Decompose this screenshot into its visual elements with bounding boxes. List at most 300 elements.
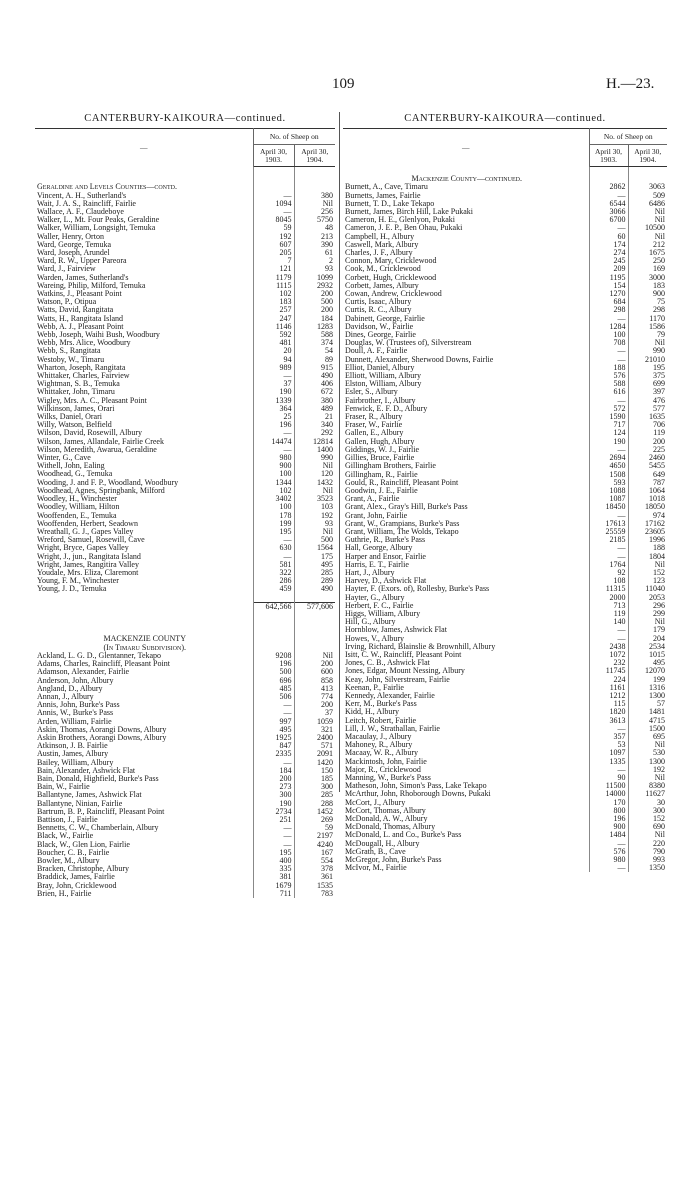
owner-name: Wilkinson, James, Orari [37, 404, 115, 413]
table-row [343, 397, 667, 405]
sheep-count-1903: 174 [589, 241, 628, 249]
owner-name: Howes, V., Albury [345, 634, 405, 643]
sheep-count-1904: 285 [321, 568, 333, 577]
sheep-count-1904: 5750 [317, 216, 333, 225]
sheep-count-1903: 713 [589, 602, 628, 610]
table-row [35, 397, 335, 405]
table-row [343, 438, 667, 446]
owner-name: Webb, S., Rangitata [37, 347, 101, 356]
table-row [35, 249, 335, 257]
owner-name: McDonald, Thomas, Albury [345, 823, 436, 832]
table-row [35, 512, 335, 520]
table-row [343, 454, 667, 462]
sheep-count-1904: 3000 [649, 273, 665, 282]
sheep-count-1904: 672 [321, 388, 333, 397]
sheep-count-1903: 124 [589, 429, 628, 437]
table-row [343, 331, 667, 339]
owner-name: Mahoney, R., Albury [345, 741, 413, 750]
sheep-count-1904: 500 [321, 298, 333, 307]
owner-name: Gallen, Hugh, Albury [345, 437, 415, 446]
table-row [35, 660, 335, 668]
table-header-dash: — [343, 129, 589, 167]
owner-name: Isitt, C. W., Raincliff, Pleasant Point [345, 650, 462, 659]
table-row [343, 667, 667, 675]
sheep-count-1904: Nil [654, 618, 665, 627]
table-row [343, 446, 667, 454]
sheep-count-1903: — [253, 824, 294, 832]
owner-name: Grant, John, Fairlie [345, 511, 408, 520]
table-row [35, 454, 335, 462]
sheep-count-1904: 495 [321, 560, 333, 569]
table-row [343, 749, 667, 757]
sheep-count-1904: 59 [325, 824, 333, 833]
table-row [343, 380, 667, 388]
section-heading-row [343, 175, 667, 183]
owner-name: Macaay, W. R., Albury [345, 749, 419, 758]
owner-name: Wightman, S. B., Temuka [37, 380, 120, 389]
table-header-1904: April 30, 1904. [628, 145, 667, 167]
sheep-count-1903: 183 [253, 298, 294, 306]
sheep-count-1904: 11040 [645, 585, 665, 594]
sheep-count-1904: 61 [325, 249, 333, 257]
sheep-count-1903: — [589, 192, 628, 200]
owner-name: Gould, R., Raincliff, Pleasant Point [345, 478, 459, 487]
sheep-count-1904: 212 [653, 240, 665, 249]
table-row [343, 216, 667, 224]
table-row [343, 520, 667, 528]
sheep-count-1903: 7 [253, 257, 294, 265]
table-row [343, 405, 667, 413]
owner-name: Watkins, J., Pleasant Point [37, 290, 122, 299]
owner-name: Whittaker, John, Timaru [37, 388, 115, 397]
table-row [343, 544, 667, 552]
table-row [343, 249, 667, 257]
sheep-count-1903: 300 [253, 791, 294, 799]
table-row [35, 224, 335, 232]
table-row [343, 315, 667, 323]
owner-name: Withell, John, Ealing [37, 462, 105, 471]
owner-name: Webb, Mrs. Alice, Woodbury [37, 339, 131, 348]
sheep-count-1904: 11627 [645, 790, 665, 799]
table-row [35, 841, 335, 849]
sheep-count-1903: 2000 [589, 594, 628, 602]
owner-name: Walker, L., Mt. Four Peaks, Geraldine [37, 216, 160, 225]
table-row [35, 759, 335, 767]
table-row [35, 298, 335, 306]
sheep-count-1903: 6544 [589, 200, 628, 208]
owner-name: Battison, J., Fairlie [37, 815, 98, 824]
table-row [343, 323, 667, 331]
sheep-count-1903: 1820 [589, 708, 628, 716]
sheep-count-1903: 485 [253, 685, 294, 693]
sheep-count-1903: 9208 [253, 652, 294, 660]
sheep-count-1904: 2932 [317, 281, 333, 290]
table-row [35, 462, 335, 470]
owner-name: Giddings, W. J., Fairlie [345, 445, 420, 454]
owner-name: McCort, J., Albury [345, 798, 406, 807]
owner-name: Grant, A., Fairlie [345, 495, 400, 504]
owner-name: Woodley, William, Hilton [37, 503, 120, 512]
owner-name: Hornblow, James, Ashwick Flat [345, 626, 447, 635]
table-row [35, 364, 335, 372]
table-row [35, 495, 335, 503]
sheep-count-1904: Nil [654, 232, 665, 241]
right-table-body [343, 167, 667, 873]
table-row [35, 569, 335, 577]
table-row [35, 709, 335, 717]
sheep-count-1903: 588 [589, 380, 628, 388]
table-row [343, 782, 667, 790]
owner-name: Wilks, Daniel, Orari [37, 413, 102, 422]
owner-name: Dunnett, Alexander, Sherwood Downs, Fairlie [345, 355, 494, 364]
sheep-count-1903: 989 [253, 364, 294, 372]
sheep-count-1903: 847 [253, 742, 294, 750]
table-row [343, 274, 667, 282]
sheep-count-1904: 1018 [649, 495, 665, 504]
sheep-count-1904: 199 [653, 675, 665, 684]
sheep-count-1903: 1115 [253, 282, 294, 290]
sheep-count-1904: 75 [657, 298, 665, 307]
owner-name: Wait, J. A. S., Raincliff, Fairlie [37, 199, 136, 208]
owner-name: Bowler, M., Albury [37, 856, 100, 865]
table-row [35, 791, 335, 799]
owner-name: Wreathall, G. J., Gapes Valley [37, 527, 134, 536]
sheep-count-1903: 102 [253, 290, 294, 298]
sheep-count-1904: 188 [653, 544, 665, 553]
sheep-count-1903: 100 [253, 470, 294, 478]
section-heading: (In Timaru Subdivision). [103, 643, 186, 652]
sheep-count-1903: — [589, 626, 628, 634]
table-row [343, 594, 667, 602]
owner-name: Webb, Joseph, Waihi Bush, Woodbury [37, 331, 160, 340]
table-row [35, 800, 335, 808]
sheep-count-1903: 6700 [589, 216, 628, 224]
owner-name: Goodwin, J. E., Fairlie [345, 486, 418, 495]
owner-name: Irving, Richard, Blainslie & Brownhill, Albury [345, 642, 496, 651]
owner-name: McIvor, M., Fairlie [345, 864, 407, 873]
table-row [343, 569, 667, 577]
owner-name: McCort, Thomas, Albury [345, 806, 426, 815]
owner-name: Curtis, Isaac, Albury [345, 298, 412, 307]
sheep-count-1904: 500 [321, 536, 333, 545]
sheep-count-1904: 288 [321, 799, 333, 808]
owner-name: Burnett, T. D., Lake Tekapo [345, 199, 435, 208]
sheep-count-1904: 990 [321, 454, 333, 463]
owner-name: Ward, R. W., Upper Pareora [37, 257, 127, 266]
sheep-count-1903: — [589, 446, 628, 454]
owner-name: Gillies, Bruce, Fairlie [345, 454, 415, 463]
table-row [35, 331, 335, 339]
sheep-count-1903: 1195 [589, 274, 628, 282]
table-row [35, 372, 335, 380]
owner-name: Askin Brothers, Aorangi Downs, Albury [37, 733, 167, 742]
sheep-count-1903: — [253, 429, 294, 437]
sheep-count-1904: 489 [321, 404, 333, 413]
sheep-count-1904: 204 [653, 634, 665, 643]
sheep-count-1904: 1015 [649, 650, 665, 659]
sheep-count-1904: 1300 [649, 691, 665, 700]
sheep-count-1903: — [253, 192, 294, 200]
table-row [35, 339, 335, 347]
table-row [343, 372, 667, 380]
owner-name: Ward, George, Temuka [37, 240, 112, 249]
table-row [35, 857, 335, 865]
table-row [343, 339, 667, 347]
sheep-count-1903: 14000 [589, 790, 628, 798]
owner-name: Young, F. M., Winchester [37, 577, 119, 586]
sheep-count-1904: 577 [653, 404, 665, 413]
table-row [35, 405, 335, 413]
table-row [343, 585, 667, 593]
owner-name: Higgs, William, Albury [345, 609, 421, 618]
sheep-count-1903: 2862 [589, 183, 628, 191]
sheep-count-1903: 322 [253, 569, 294, 577]
owner-name: Major, R., Cricklewood [345, 765, 421, 774]
sheep-count-1903: 11315 [589, 585, 628, 593]
owner-name: Austin, James, Albury [37, 750, 109, 759]
table-row [35, 750, 335, 758]
owner-name: Corbett, Hugh, Cricklewood [345, 273, 437, 282]
sheep-count-1903: 18450 [589, 503, 628, 511]
owner-name: McGrath, B., Cave [345, 847, 406, 856]
owner-name: Keay, John, Silverstream, Fairlie [345, 675, 450, 684]
spacer-row [343, 167, 667, 176]
table-row [343, 429, 667, 437]
sheep-count-1904: Nil [322, 462, 333, 471]
sheep-count-1903: 593 [589, 479, 628, 487]
table-row [343, 635, 667, 643]
sheep-count-1904: 10500 [645, 224, 665, 233]
sheep-count-1904: 390 [321, 240, 333, 249]
sheep-count-1903: 205 [253, 249, 294, 257]
table-row [343, 692, 667, 700]
sheep-count-1903: 37 [253, 380, 294, 388]
sheep-count-1903: — [253, 536, 294, 544]
table-row [343, 536, 667, 544]
sheep-count-1903: 190 [253, 388, 294, 396]
table-row [35, 577, 335, 585]
sheep-count-1903: 1088 [589, 487, 628, 495]
sheep-count-1904: 2091 [317, 750, 333, 759]
sheep-count-1903: 119 [589, 610, 628, 618]
sheep-count-1903: 800 [589, 807, 628, 815]
owner-name: Hill, G., Albury [345, 618, 396, 627]
sheep-count-1903: 190 [589, 438, 628, 446]
owner-name: Walker, William, Longsight, Temuka [37, 224, 156, 233]
owner-name: Curtis, R. C., Albury [345, 306, 412, 315]
table-row [35, 890, 335, 898]
table-row [343, 512, 667, 520]
sheep-count-1903: 94 [253, 356, 294, 364]
sheep-count-1904: 588 [321, 331, 333, 340]
sheep-count-1903: — [253, 372, 294, 380]
sheep-count-1903: — [589, 315, 628, 323]
sheep-count-1904: 530 [653, 749, 665, 758]
sheep-count-1903: 708 [589, 339, 628, 347]
owner-name: Burnett, James, Birch Hill, Lake Pukaki [345, 208, 473, 216]
owner-name: Warden, James, Sutherland's [37, 273, 129, 282]
sheep-count-1903: 1097 [589, 749, 628, 757]
table-row [35, 290, 335, 298]
sheep-count-1904: 179 [653, 626, 665, 635]
sheep-count-1903: 684 [589, 298, 628, 306]
sheep-count-1903: 200 [253, 775, 294, 783]
table-header-group: No. of Sheep on [253, 129, 335, 145]
owner-name: Jones, Edgar, Mount Nessing, Albury [345, 667, 465, 676]
sheep-count-1903: 1161 [589, 684, 628, 692]
sheep-count-1904: 1099 [317, 273, 333, 282]
owner-name: Wallace, A. F., Claudeboye [37, 207, 124, 216]
sheep-count-1904: 509 [653, 191, 665, 200]
owner-name: Caswell, Mark, Albury [345, 240, 419, 249]
owner-name: Macaulay, J., Albury [345, 733, 412, 741]
left-table-body [35, 167, 335, 898]
owner-name: Herbert, F. C., Fairlie [345, 601, 414, 610]
sheep-count-1903: 232 [589, 659, 628, 667]
owner-name: Wharton, Joseph, Rangitata [37, 363, 126, 372]
owner-name: McArthur, John, Rhoborough Downs, Pukaki [345, 790, 491, 799]
sheep-count-1904: 17162 [645, 519, 665, 528]
table-row [343, 233, 667, 241]
sheep-count-1904: 296 [653, 601, 665, 610]
owner-name: Westoby, W., Timaru [37, 355, 105, 364]
table-row [343, 462, 667, 470]
sheep-count-1903: — [253, 709, 294, 717]
owner-name: Burnetts, James, Fairlie [345, 191, 421, 200]
sheep-count-1904: 1675 [649, 249, 665, 258]
sheep-count-1903: 1335 [589, 758, 628, 766]
owner-name: Annan, J., Albury [37, 692, 94, 701]
sheep-count-1903: 100 [253, 503, 294, 511]
sheep-count-1903: 576 [589, 372, 628, 380]
table-row [35, 726, 335, 734]
sheep-count-1904: 4715 [649, 716, 665, 725]
table-row [35, 306, 335, 314]
owner-name: Esler, S., Albury [345, 388, 398, 397]
owner-name: Guthrie, R., Burke's Pass [345, 536, 426, 545]
sheep-count-1904: 192 [321, 511, 333, 520]
sheep-count-1903: 121 [253, 265, 294, 273]
sheep-count-1904: Nil [654, 208, 665, 216]
table-row [343, 388, 667, 396]
sheep-count-1903: 274 [589, 249, 628, 257]
owner-name: Whittaker, Charles, Fairview [37, 372, 130, 381]
table-row [343, 823, 667, 831]
sheep-count-1904: 195 [653, 363, 665, 372]
sheep-count-1904: 378 [321, 865, 333, 874]
table-row [35, 421, 335, 429]
sheep-count-1904: 993 [653, 856, 665, 865]
sheep-count-1904: 1283 [317, 322, 333, 331]
table-row [35, 824, 335, 832]
table-row [35, 356, 335, 364]
sheep-count-1904: 900 [653, 290, 665, 299]
sheep-count-1903: 209 [589, 265, 628, 273]
sheep-count-1904: Nil [654, 774, 665, 783]
table-row [35, 200, 335, 208]
sheep-count-1903: 2185 [589, 536, 628, 544]
table-row [343, 758, 667, 766]
sheep-count-1904: 858 [321, 676, 333, 685]
table-row [343, 684, 667, 692]
sheep-count-1903: 154 [589, 282, 628, 290]
owner-name: Grant, William, The Wolds, Tekapo [345, 527, 459, 536]
sheep-count-1904: 200 [321, 660, 333, 669]
owner-name: Bennetts, C. W., Chamberlain, Albury [37, 824, 159, 833]
table-row [35, 536, 335, 544]
owner-name: Hart, J., Albury [345, 568, 395, 577]
sheep-count-1904: 119 [653, 429, 665, 438]
sheep-count-1903: 184 [253, 767, 294, 775]
sheep-count-1904: 1170 [649, 314, 665, 323]
sheep-count-1903: 711 [253, 890, 294, 898]
table-row [35, 413, 335, 421]
sheep-count-1903: — [253, 832, 294, 840]
spacer-row [35, 175, 335, 183]
table-row [343, 192, 667, 200]
owner-name: Matheson, John, Simon's Pass, Lake Tekapo [345, 782, 487, 791]
table-row [343, 290, 667, 298]
sheep-count-1904: 285 [321, 791, 333, 800]
table-row [35, 873, 335, 881]
sheep-count-1904: 169 [653, 265, 665, 274]
sheep-count-1904: Nil [654, 560, 665, 569]
sheep-count-1903: 1179 [253, 274, 294, 282]
sheep-count-1904: 1432 [317, 478, 333, 487]
sheep-count-1903: — [589, 397, 628, 405]
sheep-count-1903: 900 [253, 462, 294, 470]
table-row [35, 265, 335, 273]
sheep-count-1904: 21010 [645, 355, 665, 364]
sheep-count-1903: 459 [253, 585, 294, 593]
owner-name: Ballantyne, James, Ashwick Flat [37, 791, 142, 800]
sheep-count-1903: 100 [589, 331, 628, 339]
owner-name: Young, J. D., Temuka [37, 585, 107, 594]
table-row [35, 520, 335, 528]
sheep-count-1904: 123 [653, 577, 665, 586]
owner-name: Braddick, James, Fairlie [37, 873, 115, 882]
owner-name: Anderson, John, Albury [37, 676, 114, 685]
sheep-count-1904: 200 [321, 701, 333, 710]
owner-name: Wooffenden, E., Temuka [37, 511, 117, 520]
owner-name: Webb, A. J., Pleasant Point [37, 322, 124, 331]
sheep-count-1904: 1635 [649, 413, 665, 422]
sheep-count-1903: 481 [253, 339, 294, 347]
sheep-count-1903: 178 [253, 512, 294, 520]
sheep-count-1904: 213 [321, 232, 333, 241]
sheep-count-1903: 92 [589, 569, 628, 577]
table-row [35, 742, 335, 750]
sheep-count-1903: 572 [589, 405, 628, 413]
owner-name: Watts, H., Rangitata Island [37, 314, 124, 323]
sheep-count-1903: — [253, 759, 294, 767]
sheep-count-1904: 476 [653, 396, 665, 405]
sheep-count-1904: 554 [321, 856, 333, 865]
sheep-count-1904: 915 [321, 363, 333, 372]
sheep-count-1903: 2335 [253, 750, 294, 758]
table-row [343, 265, 667, 273]
sheep-count-1904: Nil [322, 486, 333, 495]
sheep-count-1903: 495 [253, 726, 294, 734]
owner-name: Bain, W., Fairlie [37, 783, 90, 792]
sheep-count-1904: 321 [321, 725, 333, 734]
owner-name: Wreford, Samuel, Rosewill, Cave [37, 536, 145, 545]
owner-name: Adamson, Alexander, Fairlie [37, 668, 130, 677]
table-row [343, 618, 667, 626]
sheep-count-1904: 361 [321, 873, 333, 882]
sheep-count-1903: 140 [589, 618, 628, 626]
owner-name: Cowan, Andrew, Cricklewood [345, 290, 442, 299]
